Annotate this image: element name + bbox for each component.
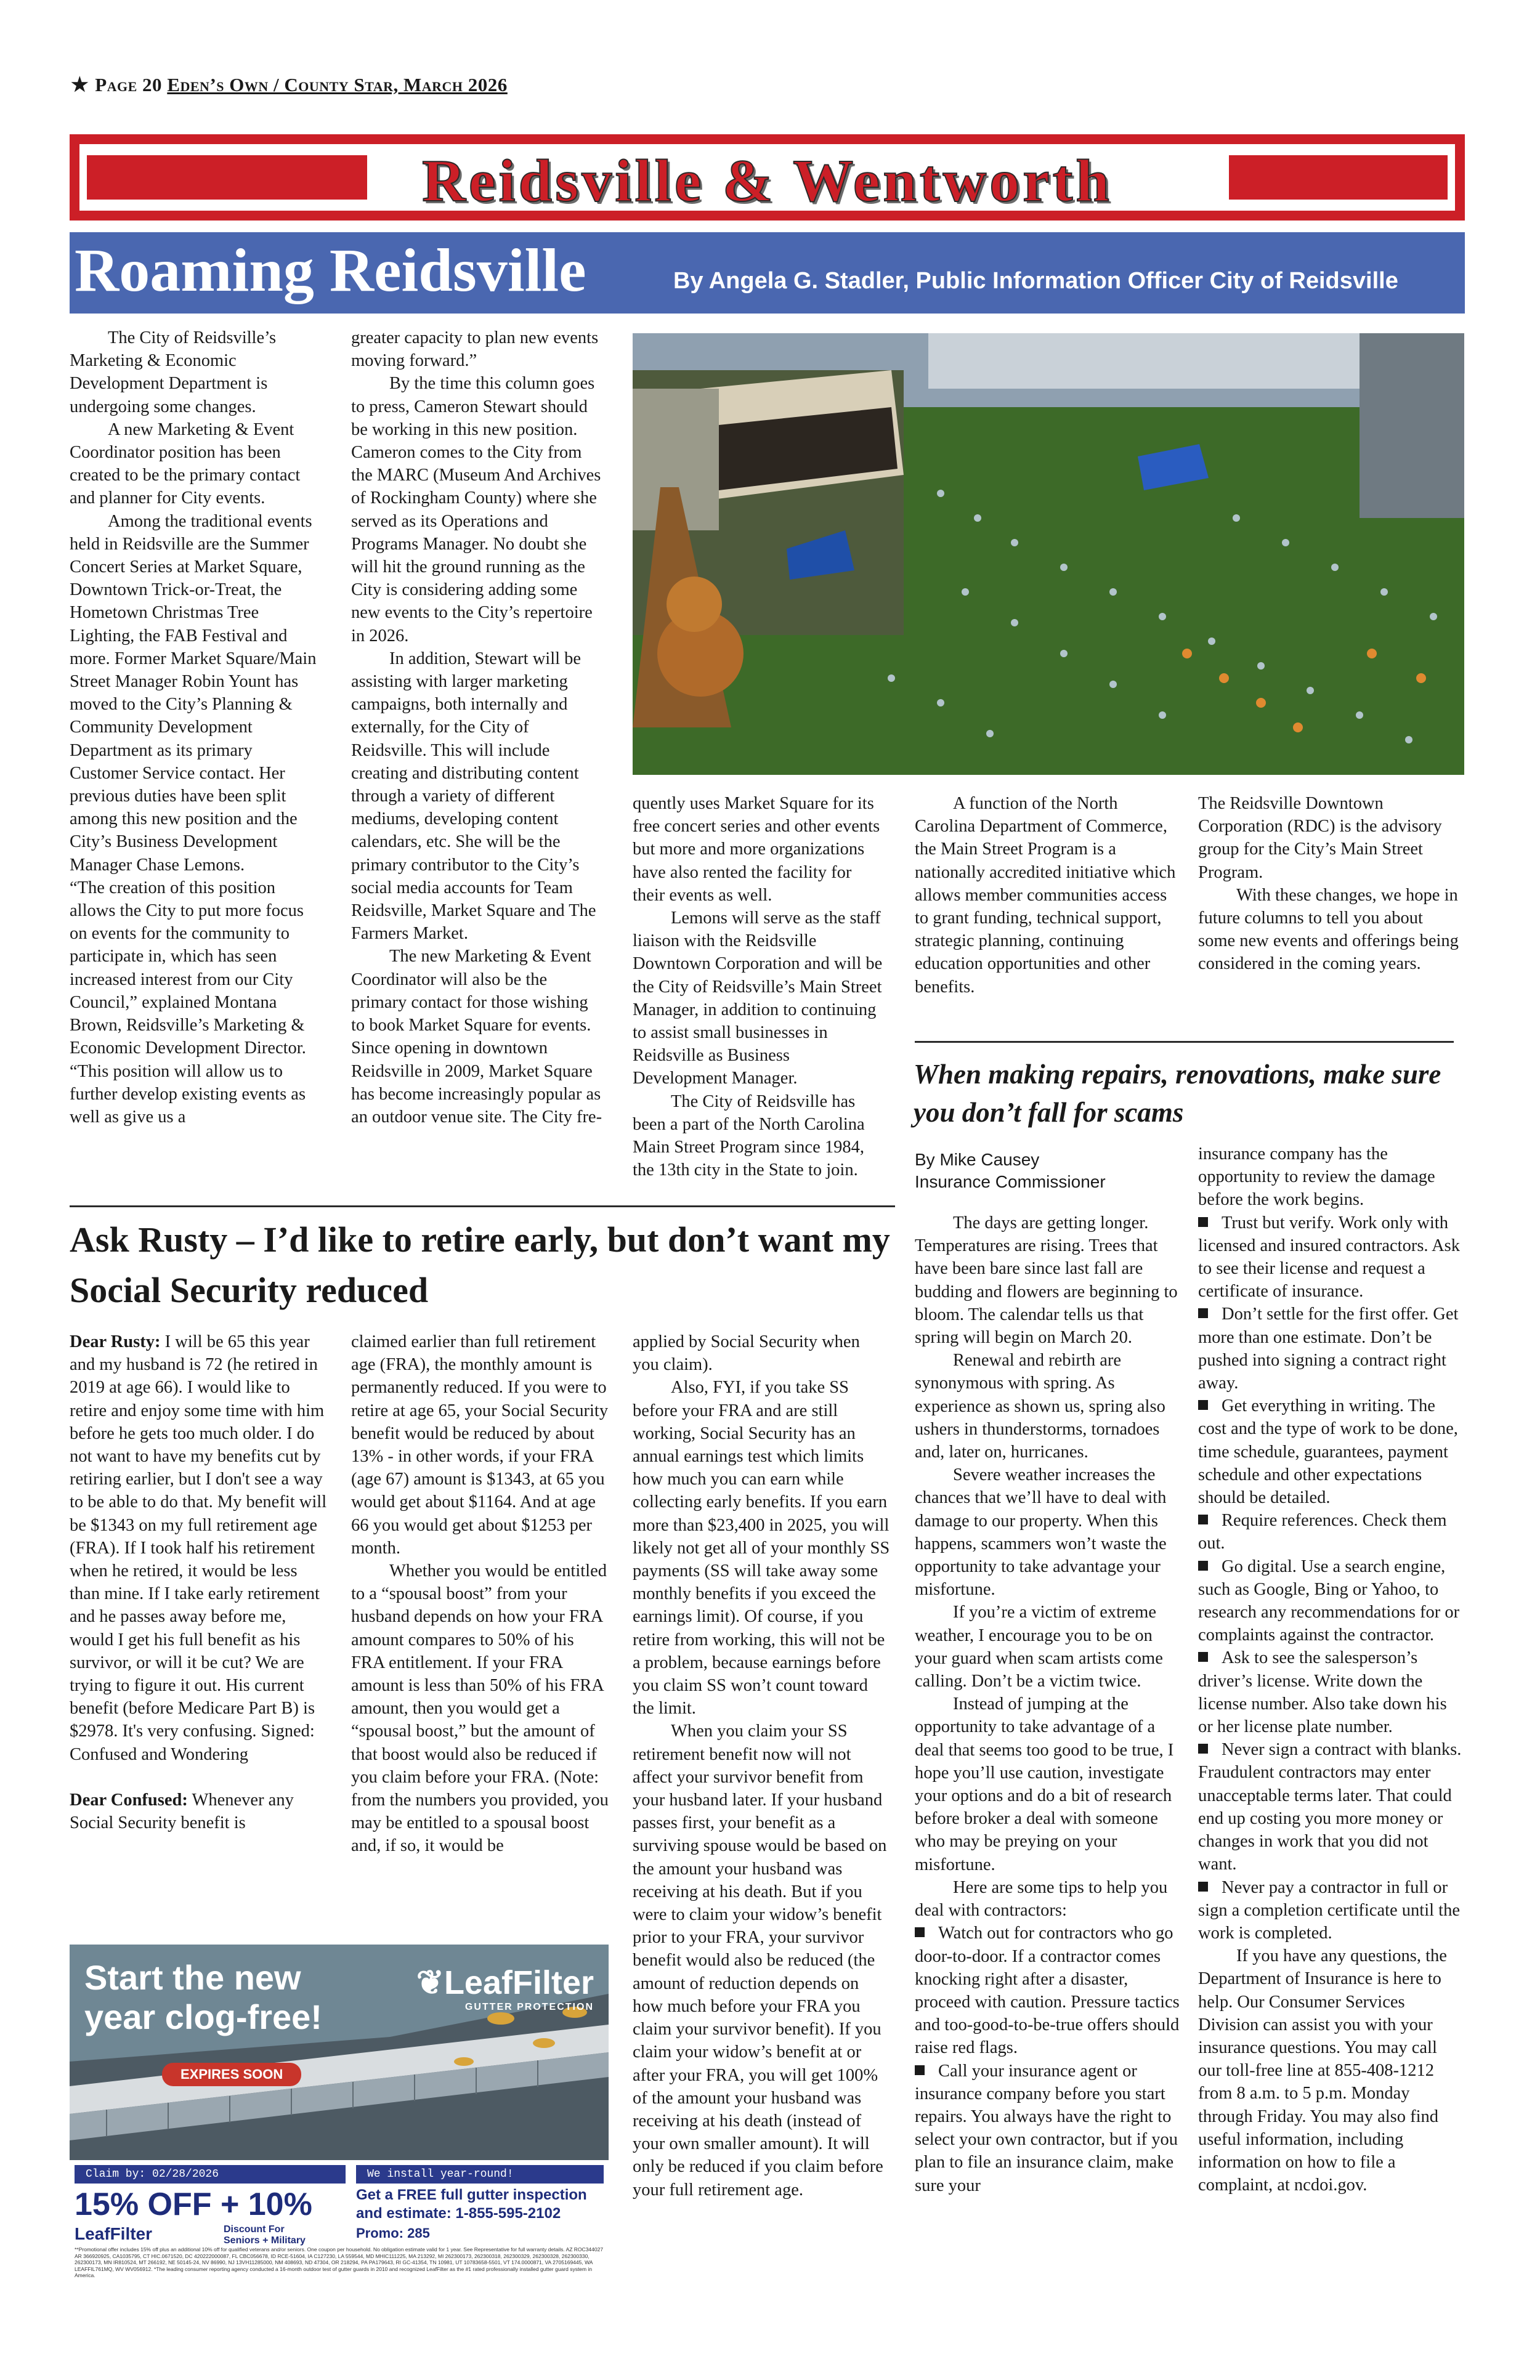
paragraph: applied by Social Security when you claim). [633,1332,860,1375]
paragraph: Here are some tips to help you deal with contractors: [915,1877,1168,1921]
paragraph: Whether you would be entitled to a “spousal boost” from your husband depends on how your FRA amount compares to 50% of his FRA entitlement. If your FRA amount is less than 50% of his FRA amount, then you would get a “spousal boost,” but the amount of that boost would also be reduced if you claim before your FRA. (Note: from the numbers you provided, you may be entitled to a spousal boost and, if so, it would be [351,1561,609,1856]
tip-text: Call your insurance agent or insurance company before you start repairs. You always have the right to select your own contractor, but if you plan to file an insurance claim, make sure your [915,2061,1178,2195]
tip-text: Get everything in writing. The cost and the type of work to be done, time schedule, guarantees, payment schedule and other expectations should be detailed. [1198,1396,1458,1508]
roaming-column-4 [915,792,1180,998]
letter-salutation: Dear Rusty: [70,1332,161,1351]
scams-top-rule [915,1041,1454,1043]
inspection-phone[interactable]: Get a FREE full gutter inspection and estimate: 1-855-595-2102 [356,2187,587,2222]
scams-column-2 [1198,1143,1464,2196]
ad-headline [84,1958,322,2037]
tip-item [1198,1876,1464,1945]
seniors-military-text: Seniors + Military [224,2235,306,2246]
scams-headline: When making repairs, renovations, make sure you don’t fall for scams [914,1059,1441,1128]
roaming-header [70,232,1465,314]
rusty-headline: Ask Rusty – I’d like to retire early, but don’t want my Social Security reduced [70,1220,890,1310]
paragraph: The days are getting longer. Temperatures are rising. Trees that have been bare since last fall are budding and flowers are beginning to bloom. The calendar tells us that spring will begin on March 20. [915,1213,1178,1348]
leaffilter-ad[interactable] [70,1945,609,2289]
tip-item [915,2060,1181,2197]
tip-item [1198,1212,1464,1303]
roaming-byline: By Angela G. Stadler, Public Information Officer City of Reidsville [673,268,1398,294]
brand-name: LeafFilter [444,1964,594,2001]
square-bullet-icon [915,1927,925,1937]
roaming-column-3 [633,792,885,1181]
scams-byline [915,1149,1106,1193]
tip-text: Watch out for contractors who go door-to-door. If a contractor comes knocking right after a disaster, proceed with caution. Pressure tactics and too-good-to-be-true offers should raise red flags. [915,1924,1180,2058]
tip-text: Require references. Check them out. [1198,1511,1447,1553]
rusty-column-1 [70,1330,327,1834]
roaming-column-1 [70,326,322,1128]
tip-text: Don’t settle for the first offer. Get more than one estimate. Don’t be pushed into signing a contract right away. [1198,1305,1459,1393]
promo-code: Promo: 285 [356,2225,430,2241]
tip-item [1198,1555,1464,1647]
paragraph: “The creation of this position allows the City to put more focus on events for the community to participate in, which has seen increased interest from our City Council,” explained Montana Brown, Reidsville’s Marketing & Economic Development Director. “This position will allow us to further develop existing events as well as give us a [70,878,306,1127]
square-bullet-icon [1198,1217,1208,1227]
paragraph: If you’re a victim of extreme weather, I encourage you to be on your guard when scam artists come calling. Don’t be a victim twice. [915,1603,1163,1691]
square-bullet-icon [915,2065,925,2075]
square-bullet-icon [1198,1400,1208,1410]
scams-column-1 [915,1212,1181,2197]
paragraph: By the time this column goes to press, Cameron Stewart should be working in this new position. Cameron comes to the City from the MARC (Museum And Archives of Rockingham County) where she served as its Operations and Programs Manager. No doubt she will hit the ground running as the City is considering adding some new events to the City’s repertoire in 2026. [351,374,601,646]
roaming-title: Roaming Reidsville [75,236,586,304]
tip-text: Go digital. Use a search engine, such as Google, Bing or Yahoo, to research any recommendations for or complaints against the contractor. [1198,1556,1460,1645]
paragraph: Lemons will serve as the staff liaison with the Reidsville Downtown Corporation and will be the City of Reidsville’s Main Street Manager, in addition to continuing to assist small businesses in Reidsville as Business Development Manager. [633,909,883,1088]
paragraph: When you claim your SS retirement benefit now will not affect your survivor benefit from your husband later. If your husband passes first, your benefit as a surviving spouse would be based on the amount your husband was receiving at his death. But if you were to claim your widow’s benefit prior to your FRA, your survivor benefit would also be reduced (the amount of reduction depends on how much before your FRA you claim your survivor benefit). If you claim your widow’s benefit at or after your FRA, you will get 100% of the amount your husband was receiving at his death (instead of your own smaller amount). It will only be reduced if you claim before your full retirement age. [633,1722,887,2200]
leaffilter-wordmark: LeafFilter [75,2224,153,2243]
roaming-column-5 [1198,792,1464,976]
rusty-column-3 [633,1330,890,2201]
paragraph [70,1330,327,1766]
discount-for-label [224,2224,306,2246]
square-bullet-icon [1198,1561,1208,1571]
tip-text: Never sign a contract with blanks. Fraudulent contractors may enter unacceptable terms later. That could end up costing you more money or changes in work that you did not want. [1198,1740,1462,1874]
tip-item [915,1922,1181,2059]
ad-headline-line: year clog-free! [84,1997,322,2036]
rusty-column-2 [351,1330,609,1858]
rusty-top-rule [70,1205,895,1207]
paragraph: insurance company has the opportunity to review the damage before the work begins. [1198,1144,1435,1210]
paragraph: A function of the North Carolina Department of Commerce, the Main Street Program is a nationally accredited initiative which allows member communities access to grant funding, technical support, strategic planning, continuing education opportunities and other benefits. [915,794,1176,997]
ad-fine-print: **Promotional offer includes 15% off plus an additional 10% off for qualified veterans and/or seniors. One coupon per household. No obligation estimate valid for 1 year. See Representative for full warranty details. AZ ROC344027 AR 366920925, CA1035795, CT HIC.0671520, DC 420222000087, FL CBC056678, ID RCE-51604, IA C127230, LA 559544, MD MHIC111225, MA 213292, MI 262300173, 262300318, 262300329, 262300328, 262300330, 262300173, MN IR810524, MT 266192, NE 50145-24, NV 86990, NJ 13VH11285000, NM 408693, ND 47304, OR 218294, PA PA179643, RI GC-41354, TN 10981, UT 10783658-5501, VT 174.0000871, VA 2705169445, WA LEAFFIL761MQ, WV WV056912. *The leading consumer reporting agency conducted a 16-month outdoor test of gutter guards in 2010 and recognized LeafFilter as the #1 rated professionally installed gutter guard system in America. [75,2246,604,2278]
paragraph: A new Marketing & Event Coordinator position has been created to be the primary contact and planner for City events. [70,419,301,508]
paragraph: greater capacity to plan new events moving forward.” [351,328,599,371]
section-banner [70,134,1465,221]
paragraph [70,1789,327,1834]
paragraph: With these changes, we hope in future columns to tell you about some new events and offerings being considered in the coming years. [1198,885,1459,974]
paragraph: If you have any questions, the Department of Insurance is here to help. Our Consumer Services Division can assist you with your insurance questions. You may call our toll-free line at 855-408-1212 from 8 a.m. to 5 p.m. Monday through Friday. You may also find useful information, including information on how to file a complaint, at ncdoi.gov. [1198,1946,1447,2195]
install-tag: We install year-round! [356,2165,604,2184]
page-number: Page 20 [95,74,163,95]
tip-text: Trust but verify. Work only with licensed and insured contractors. Ask to see their license and request a certificate of insurance. [1198,1213,1461,1301]
page-folio [71,73,508,96]
leaf-icon: ❦ [416,1964,444,2001]
tip-item [1198,1738,1464,1876]
discount-for-text: Discount For [224,2224,285,2235]
roaming-column-2 [351,326,604,1128]
brand-subtitle: GUTTER PROTECTION [464,2002,594,2012]
tip-item [1198,1303,1464,1394]
ad-offer-panel [70,2160,609,2289]
square-bullet-icon [1198,1652,1208,1662]
section-title: Reidsville & Wentworth [422,148,1112,214]
square-bullet-icon [1198,1882,1208,1892]
paragraph: The Reidsville Downtown Corporation (RDC) is the advisory group for the City’s Main Street Program. [1198,794,1442,882]
claim-by-tag: Claim by: 02/28/2026 [75,2165,346,2184]
tip-text: Ask to see the salesperson’s driver’s license. Write down the license number. Also take down his or her license plate number. [1198,1648,1447,1737]
paragraph: Among the traditional events held in Reidsville are the Summer Concert Series at Market Square, Downtown Trick-or-Treat, the Hometown Christmas Tree Lighting, the FAB Festival and more. Former Market Square/Main Street Manager Robin Yount has moved to the City’s Planning & Community Development Department as its primary Customer Service contact. Her previous duties have been split among this new position and the City’s Business Development Manager Chase Lemons. [70,511,317,875]
square-bullet-icon [1198,1744,1208,1754]
discount-amount: 15% OFF + 10% [75,2187,312,2222]
market-square-photo [633,333,1464,775]
reply-body: Whenever any Social Security benefit is [70,1790,294,1833]
scams-author: By Mike Causey [915,1150,1040,1169]
letter-body: I will be 65 this year and my husband is 72 (he retired in 2019 at age 66). I would like to retire and enjoy some time with him before he gets too much older. I do not want to have my benefits cut by retiring earlier, but I don't see a way to be able to do that. My benefit will be $1343 on my full retirement age (FRA). If I took half his retirement when he retired, it would be less than mine. If I take early retirement and he passes away before me, would I get his full benefit as his survivor, or will it be cut? We are trying to figure it out. His current benefit (before Medicare Part B) is $2978. It's very confusing. Signed: Confused and Wondering [70,1332,327,1764]
ad-headline-line: Start the new [84,1958,301,1997]
paragraph: Renewal and rebirth are synonymous with spring. As experience as shown us, spring also ushers in thunderstorms, tornadoes and, later on, hurricanes. [915,1351,1165,1462]
paragraph: In addition, Stewart will be assisting with larger marketing campaigns, both internally and externally, for the City of Reidsville. This will include creating and distributing content through a variety of different mediums, developing content calendars, etc. She will be the primary contributor to the City’s social media accounts for Team Reidsville, Market Square and The Farmers Market. [351,649,596,944]
paragraph: quently uses Market Square for its free concert series and other events but more and more organizations have also rented the facility for their events as well. [633,794,880,905]
paragraph: claimed earlier than full retirement age (FRA), the monthly amount is permanently reduced. If you were to retire at age 65, your Social Security benefit would be reduced by about 13% - in other words, if your FRA (age 67) amount is $1343, at 65 you would get about $1164. And at age 66 you would get about $1253 per month. [351,1332,609,1558]
tip-item [1198,1394,1464,1509]
tip-text: Never pay a contractor in full or sign a completion certificate until the work is completed. [1198,1877,1460,1943]
paragraph: Also, FYI, if you take SS before your FRA and are still working, Social Security has an annual earnings test which limits how much you can earn while collecting early benefits. If you earn more than $23,400 in 2025, you will likely not get all of your monthly SS payments (SS will take away some monthly benefits if you exceed the earnings limit). Of course, if you retire from working, this will not be a problem, because earnings before you claim SS won’t count toward the limit. [633,1378,890,1718]
square-bullet-icon [1198,1308,1208,1318]
market-square-photo-illustration [633,333,1464,775]
expires-badge: EXPIRES SOON [162,2063,301,2086]
leaffilter-logo [416,1963,594,2013]
paragraph: The City of Reidsville has been a part of the North Carolina Main Street Program since 1984, the 13th city in the State to join. [633,1091,865,1180]
star-icon: ★ [71,73,89,95]
tip-item [1198,1509,1464,1555]
square-bullet-icon [1198,1515,1208,1524]
scams-author-role: Insurance Commissioner [915,1172,1106,1191]
paragraph: Instead of jumping at the opportunity to take advantage of a deal that seems too good to be true, I hope you’ll use caution, investigate your options and do a bit of research before broker a deal with someone who may be preying on your misfortune. [915,1694,1174,1874]
paragraph: The new Marketing & Event Coordinator will also be the primary contact for those wishing to book Market Square for events. Since opening in downtown Reidsville in 2009, Market Square has become increasingly popular as an outdoor venue site. The City fre- [351,947,602,1127]
publication-name: Eden’s Own / County Star, March 2026 [167,74,508,95]
paragraph: The City of Reidsville’s Marketing & Economic Development Department is undergoing some changes. [70,328,277,416]
paragraph: Severe weather increases the chances that we’ll have to deal with damage to our property. When this happens, scammers won’t waste the opportunity to take advantage your misfortune. [915,1465,1167,1600]
tip-item [1198,1646,1464,1738]
reply-salutation: Dear Confused: [70,1790,188,1810]
